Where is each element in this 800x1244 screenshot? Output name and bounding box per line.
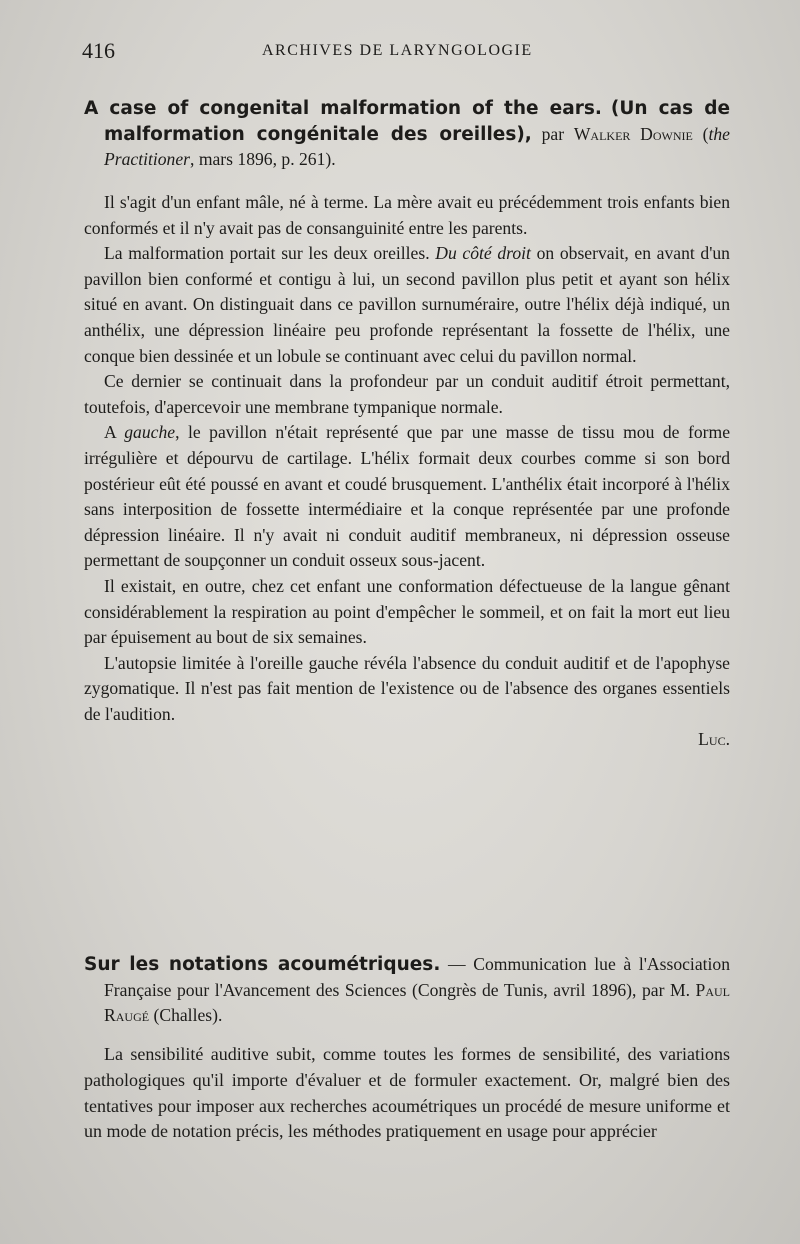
- article1-paragraph-1: Il s'agit d'un enfant mâle, né à terme. La mère avait eu précédemment trois enfants bien conformés et il n'y avait pas de consanguinité entre les parents.: [84, 192, 730, 238]
- article1-p2-rest: on observait, en avant d'un pavillon bien conformé et contigu à lui, un second pavillon plus petit et ayant son hélix situé en avant. On distinguait dans ce pavillon surnuméraire, outre l'hélix déjà indiqué, un anthélix, une dépression linéaire peu profonde représentant la fossette de l'hélix, une conque bien dessinée et un lobule se continuant avec celui du pavillon normal.: [84, 243, 730, 366]
- article1-source-open: (: [702, 123, 709, 144]
- article1-body: [84, 190, 730, 753]
- article1-p4-italic: gauche: [124, 422, 176, 443]
- article1-title-english: A case of congenital malformation of the ears.: [84, 98, 602, 119]
- article2-author: Paul Raugé: [104, 979, 730, 1026]
- article2-body: [84, 1042, 730, 1145]
- article2-title-end: (Challes).: [149, 1005, 223, 1026]
- article1-p4-rest: , le pavillon n'était représenté que par une masse de tissu mou de forme irrégulière et dépourvu de cartilage. L'hélix formait deux courbes comme si son bord postérieur eût été poussé en avant et coudé brusquement. L'anthélix était incorporé à l'hélix sans interposition de fossette intermédiaire et la conque représentée par une profonde dépression linéaire. Il n'y avait ni conduit auditif membraneux, ni dépression osseuse permettant de soupçonner un conduit osseux sous-jacent.: [84, 422, 730, 571]
- article1-source-rest: , mars 1896, p. 261).: [190, 149, 336, 170]
- article1-author: Walker Downie: [573, 123, 693, 144]
- page-number: 416: [82, 38, 115, 63]
- article1-source-journal: the Practitioner: [104, 123, 730, 170]
- article2-title-bold: Sur les notations acoumétriques.: [84, 954, 441, 975]
- article2-title-rest: — Communication lue à l'Association Française pour l'Avancement des Sciences (Congrès de Tunis, avril 1896), par M.: [104, 954, 730, 1000]
- article1-paragraph-6: L'autopsie limitée à l'oreille gauche révéla l'absence du conduit auditif et de l'apophyse zygomatique. Il n'est pas fait mention de l'existence ou de l'absence des organes essentiels de l'audition.: [84, 652, 730, 724]
- article1-paragraph-5: Il existait, en outre, chez cet enfant une conformation défectueuse de la langue gênant considérablement la respiration au point d'empêcher le sommeil, et on fait la mort eut lieu par épuisement au bout de six semaines.: [84, 575, 730, 648]
- article1-signature: Luc.: [698, 729, 730, 750]
- article2-paragraph-1: La sensibilité auditive subit, comme toutes les formes de sensibilité, des variations pathologiques qu'il importe d'évaluer et de formuler exactement. Or, malgré bien des tentatives pour imposer aux recherches acoumétriques un procédé de mesure uniforme et un mode de notation précis, les méthodes pratiquement en usage pour apprécier: [84, 1044, 730, 1142]
- article1-title: [84, 96, 730, 173]
- article1-by: par: [531, 123, 574, 144]
- article1-title-french: (Un cas de malformation congénitale des oreilles),: [104, 98, 731, 145]
- article1-paragraph-2: [84, 241, 730, 369]
- article1-p4-start: A: [104, 422, 125, 443]
- running-head: ARCHIVES DE LARYNGOLOGIE: [262, 42, 533, 59]
- article1-p2-italic: Du côté droit: [435, 243, 531, 264]
- article1-paragraph-3: Ce dernier se continuait dans la profondeur par un conduit auditif étroit permettant, toutefois, d'apercevoir une membrane tympanique normale.: [84, 371, 730, 417]
- article1-paragraph-4: [84, 420, 730, 574]
- article1-p2-start: La malformation portait sur les deux oreilles.: [104, 243, 436, 264]
- page-header: [82, 38, 740, 68]
- article2-title: [84, 952, 730, 1029]
